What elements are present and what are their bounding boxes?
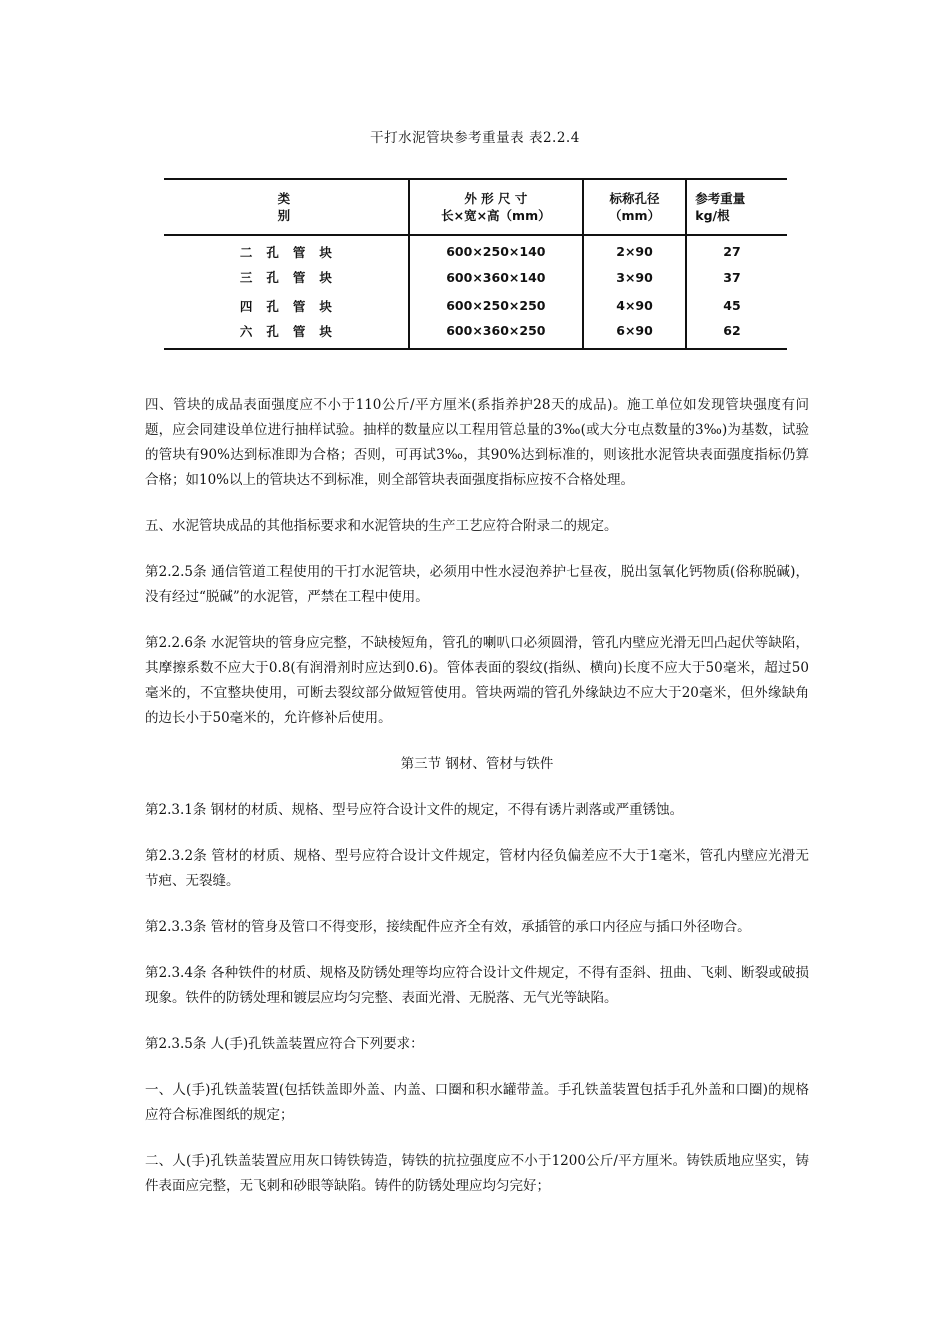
cell-hole: 6×90 [583, 320, 686, 349]
paragraph-2-2-6: 第2.2.6条 水泥管块的管身应完整，不缺棱短角，管孔的喇叭口必须圆滑，管孔内壁应光滑无凹凸起伏等缺陷，其摩擦系数不应大于0.8(有润滑剂时应达到0.6)。管体表面的裂纹(指纵、横向)长度不应大于50毫米，超过50毫米的，不宜整块使用，可断去裂纹部分做短管使用。管块两端的管孔外缘缺边不应大于20毫米，但外缘缺角的边长小于50毫米的，允许修补后使用。 [145, 635, 809, 726]
paragraph-other-indicators: 五、水泥管块成品的其他指标要求和水泥管块的生产工艺应符合附录二的规定。 [145, 518, 618, 534]
paragraph-2-3-3: 第2.3.3条 管材的管身及管口不得变形，接续配件应齐全有效，承插管的承口内径应与插口外径吻合。 [145, 919, 751, 935]
cell-weight: 37 [686, 263, 787, 291]
cell-category: 三孔管块 [164, 263, 409, 291]
header-hole-line1: 标称孔径 [609, 191, 660, 206]
cell-hole: 3×90 [583, 263, 686, 291]
header-category: 类 别 [164, 179, 409, 235]
cell-dimensions: 600×250×250 [409, 291, 583, 319]
cell-weight: 62 [686, 320, 787, 349]
weight-reference-table [164, 178, 787, 350]
header-hole-line2: （mm） [609, 208, 661, 223]
section-heading: 第三节 钢材、管材与铁件 [400, 756, 554, 772]
cell-category: 六孔管块 [164, 320, 409, 349]
cell-category: 四孔管块 [164, 291, 409, 319]
header-dimensions-line1: 外 形 尺 寸 [464, 191, 528, 206]
cell-hole: 4×90 [583, 291, 686, 319]
cell-dimensions: 600×360×140 [409, 263, 583, 291]
paragraph-item-two: 二、人(手)孔铁盖装置应用灰口铸铁铸造，铸铁的抗拉强度应不小于1200公斤/平方厘米。铸铁质地应坚实，铸件表面应完整，无飞刺和砂眼等缺陷。铸件的防锈处理应均匀完好； [145, 1153, 809, 1194]
header-weight-line1: 参考重量 [695, 191, 746, 206]
table-row [164, 235, 787, 263]
cell-weight: 27 [686, 235, 787, 263]
cell-hole: 2×90 [583, 235, 686, 263]
header-dimensions [409, 179, 583, 235]
paragraph-item-one: 一、人(手)孔铁盖装置(包括铁盖即外盖、内盖、口圈和积水罐带盖。手孔铁盖装置包括手孔外盖和口圈)的规格应符合标准图纸的规定； [145, 1082, 809, 1123]
table-row [164, 291, 787, 319]
paragraph-2-3-2: 第2.3.2条 管材的材质、规格、型号应符合设计文件规定，管材内径负偏差应不大于1毫米，管孔内壁应光滑无节疤、无裂缝。 [145, 848, 809, 889]
cell-dimensions: 600×250×140 [409, 235, 583, 263]
body-text [145, 393, 809, 1220]
paragraph-2-3-5: 第2.3.5条 人(手)孔铁盖装置应符合下列要求： [145, 1036, 424, 1052]
header-hole-size [583, 179, 686, 235]
table-row [164, 320, 787, 349]
paragraph-2-2-5: 第2.2.5条 通信管道工程使用的干打水泥管块，必须用中性水浸泡养护七昼夜，脱出氢氧化钙物质(俗称脱碱)，没有经过“脱碱”的水泥管，严禁在工程中使用。 [145, 564, 809, 605]
cell-dimensions: 600×360×250 [409, 320, 583, 349]
cell-category: 二孔管块 [164, 235, 409, 263]
paragraph-2-3-4: 第2.3.4条 各种铁件的材质、规格及防锈处理等均应符合设计文件规定，不得有歪斜、扭曲、飞刺、断裂或破损现象。铁件的防锈处理和镀层应均匀完整、表面光滑、无脱落、无气光等缺陷。 [145, 965, 809, 1006]
table-caption: 干打水泥管块参考重量表 表2.2.4 [370, 130, 580, 146]
header-weight-line2: kg/根 [695, 208, 730, 223]
cell-weight: 45 [686, 291, 787, 319]
header-weight [686, 179, 787, 235]
table-header-row [164, 179, 787, 235]
weight-table-container [164, 178, 787, 350]
paragraph-strength-requirement: 四、管块的成品表面强度应不小于110公斤/平方厘米(系指养护28天的成品)。施工单位如发现管块强度有问题，应会同建设单位进行抽样试验。抽样的数量应以工程用管总量的3‰(或大分屯点数量的3‰)为基数，试验的管块有90%达到标准即为合格；否则，可再试3‰，其90%达到标准的，则该批水泥管块表面强度指标仍算合格；如10%以上的管块达不到标准，则全部管块表面强度指标应按不合格处理。 [145, 397, 809, 488]
header-dimensions-line2: 长×宽×高（mm） [441, 208, 551, 223]
table-row [164, 263, 787, 291]
paragraph-2-3-1: 第2.3.1条 钢材的材质、规格、型号应符合设计文件的规定，不得有诱片剥落或严重锈蚀。 [145, 802, 684, 818]
